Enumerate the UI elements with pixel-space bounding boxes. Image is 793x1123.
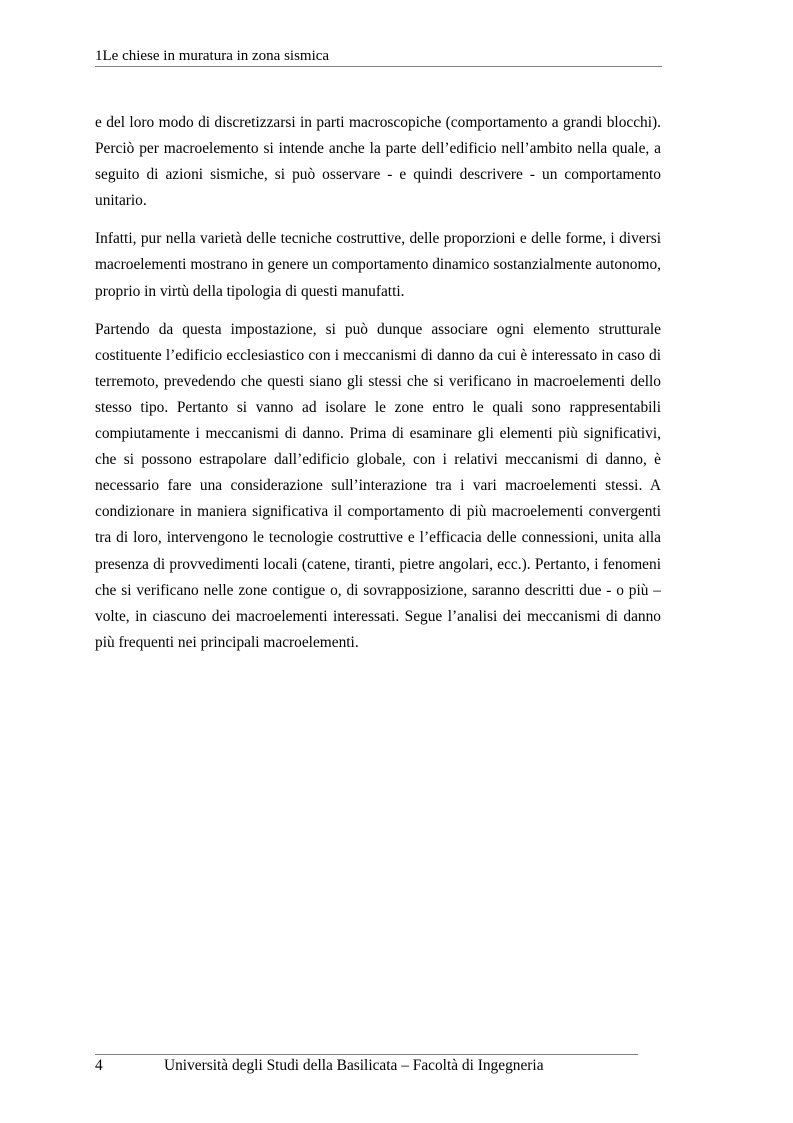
footer-institution: Università degli Studi della Basilicata – Facoltà di Ingegneria [164,1057,544,1074]
running-header: 1Le chiese in muratura in zona sismica [95,48,330,64]
paragraph: Infatti, pur nella varietà delle tecniche costruttive, delle proporzioni e delle forme, i diversi macroelementi mostrano in genere un comportamento dinamico sostanzialmente autonomo, proprio in virtù della tipologia di questi manufatti. [95,230,661,300]
footer-divider [95,1054,638,1055]
header-divider [95,66,662,67]
page-number: 4 [95,1057,103,1074]
paragraph: e del loro modo di discretizzarsi in parti macroscopiche (comportamento a grandi blocchi). Perciò per macroelemento si intende anche la parte dell’edificio nell’ambito nella quale, a seguito di azioni sismiche, si può osservare - e quindi descrivere - un comportamento unitario. [95,114,661,210]
body-text [95,110,661,668]
paragraph: Partendo da questa impostazione, si può dunque associare ogni elemento strutturale costituente l’edificio ecclesiastico con i meccanismi di danno da cui è interessato in caso di terremoto, prevedendo che questi siano gli stessi che si verificano in macroelementi dello stesso tipo. Pertanto si vanno ad isolare le zone entro le quali sono rappresentabili compiutamente i meccanismi di danno. Prima di esaminare gli elementi più significativi, che si possono estrapolare dall’edificio globale, con i relativi meccanismi di danno, è necessario fare una considerazione sull’interazione tra i vari macroelementi stessi. A condizionare in maniera significativa il comportamento di più macroelementi convergenti tra di loro, intervengono le tecnologie costruttive e l’efficacia delle connessioni, unita alla presenza di provvedimenti locali (catene, tiranti, pietre angolari, ecc.). Pertanto, i fenomeni che si verificano nelle zone contigue o, di sovrapposizione, saranno descritti due - o più – volte, in ciascuno dei macroelementi interessati. Segue l’analisi dei meccanismi di danno più frequenti nei principali macroelementi. [95,320,661,651]
